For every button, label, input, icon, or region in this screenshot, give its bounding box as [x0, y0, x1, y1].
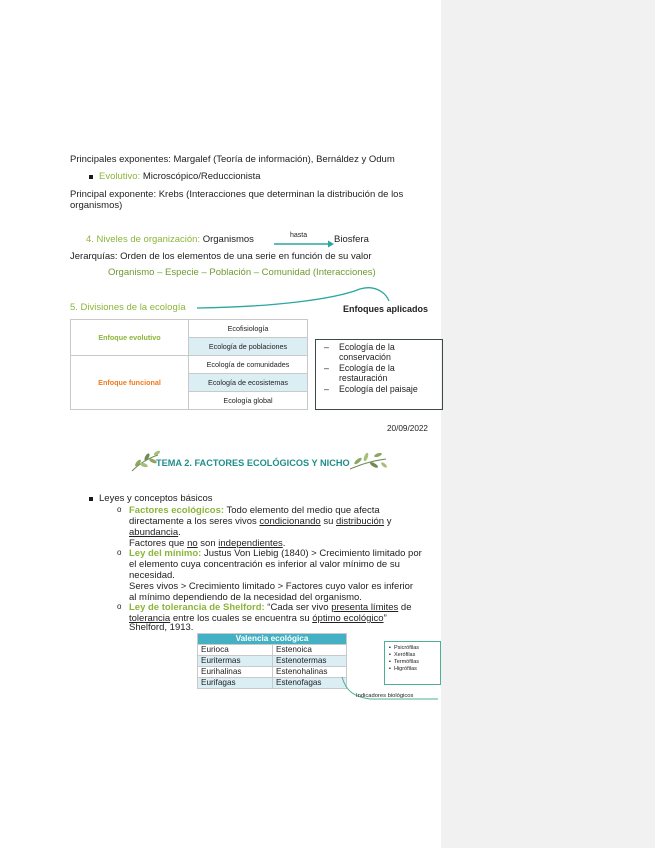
table-header-row [198, 634, 347, 645]
text-span: presenta límites [331, 602, 399, 613]
enfoques-aplicados-box [315, 339, 443, 410]
indicadores-connector [340, 675, 440, 705]
biosfera-label: Biosfera [334, 234, 369, 245]
table-cell: Euritermas [198, 656, 273, 667]
table-cell: Estenotermas [273, 656, 347, 667]
text-span: . [178, 527, 181, 538]
shelford-line-3: Shelford, 1913. [129, 622, 194, 633]
hasta-arrow [272, 238, 336, 248]
table-cell: Estenohalinas [273, 667, 347, 678]
text-span: ” [383, 613, 387, 624]
minimo-line-2: el elemento cuya concentración es inferior al valor mínimo de su [129, 559, 400, 570]
table-row [198, 645, 347, 656]
text-span: “Cada ser vivo [264, 602, 332, 613]
text-span: Todo elemento del medio que afecta [224, 505, 380, 516]
minimo-line-3: necesidad. [129, 570, 175, 581]
aplicado-item-line: conservación [339, 352, 391, 362]
enfoques-aplicados-label: Enfoques aplicados [343, 304, 429, 314]
indicadores-label: Indicadores biológicos [356, 693, 414, 699]
valencia-table [197, 633, 347, 689]
text-span: directamente a los seres vivos [129, 516, 260, 527]
text-span: . [282, 538, 286, 549]
table-cell: Estenofagas [273, 678, 347, 689]
enfoque-evolutivo-cell: Enfoque evolutivo [71, 320, 189, 356]
jerarquias-line: Jerarquías: Orden de los elementos de una serie en función de su valor [70, 251, 372, 262]
list-item: ▪ Xerófilas [389, 652, 416, 658]
niveles-label: 4. Niveles de organización: [86, 234, 201, 245]
niveles-line [86, 234, 254, 246]
table-cell: Estenoica [273, 645, 347, 656]
dash-icon: – [324, 384, 329, 394]
aplicado-item [339, 342, 439, 362]
table-row [198, 656, 347, 667]
table-row [198, 678, 347, 689]
text-span: condicionando [259, 516, 321, 527]
text-span: Factores que [129, 538, 188, 549]
bullet-circle-icon: o [117, 548, 122, 557]
date-label: 20/09/2022 [387, 424, 428, 433]
aplicado-item [339, 384, 418, 394]
list-item: ▪ Psicrófilas [389, 645, 420, 651]
text-span: su [320, 516, 337, 527]
tema-title: TEMA 2. FACTORES ECOLÓGICOS Y NICHO [156, 458, 350, 468]
comments-sidebar [441, 0, 655, 848]
list-item: ▪ Termófilas [389, 659, 420, 665]
list-item-label: Higrófilas [393, 666, 417, 672]
minimo-line-5: al mínimo dependiendo de la necesidad del organismo. [129, 592, 362, 603]
text-span: de [398, 602, 412, 613]
niveles-organismos: Organismos [200, 234, 254, 245]
list-item-label: Xerófilas [393, 652, 416, 658]
aplicado-item-line: Ecología de la [339, 342, 395, 352]
table-cell: Ecología global [189, 392, 308, 410]
leaf-right-icon [348, 449, 390, 475]
aplicado-item [339, 363, 439, 383]
table-cell: Eurihalinas [198, 667, 273, 678]
evolutivo-label: Evolutivo: [99, 171, 141, 182]
shelford-label: Ley de tolerancia de Shelford: [129, 602, 265, 613]
aplicado-item-line: Ecología del paisaje [339, 384, 418, 394]
table-cell: Ecología de poblaciones [189, 338, 308, 356]
indicadores-list [389, 645, 419, 673]
divisiones-heading: 5. Divisiones de la ecología [70, 302, 186, 313]
aplicado-item-line: restauración [339, 373, 388, 383]
text-span: tolerancia [129, 613, 171, 624]
divisiones-table [70, 319, 308, 410]
text-span: y [384, 516, 392, 527]
krebs-line-1: Principal exponente: Krebs (Interacciones que determinan la distribución de los [70, 189, 404, 200]
exponentes-line: Principales exponentes: Margalef (Teoría de información), Bernáldez y Odum [70, 154, 395, 165]
table-cell: Ecofisiología [189, 320, 308, 338]
text-span: independientes [218, 538, 283, 549]
text-span: entre los cuales se encuentra su [170, 613, 313, 624]
text-span: Justus Von Liebig (1840) > Crecimiento limitado por [201, 548, 422, 559]
table-cell: Ecología de ecosistemas [189, 374, 308, 392]
enfoque-funcional-cell: Enfoque funcional [71, 356, 189, 410]
aplicado-item-line: Ecología de la [339, 363, 395, 373]
table-row [71, 320, 308, 338]
krebs-line-2: organismos) [70, 200, 123, 211]
dash-icon: – [324, 363, 329, 373]
evolutivo-line [99, 171, 261, 183]
text-span: distribución [336, 516, 385, 527]
minimo-label: Ley del mínimo: [129, 548, 202, 559]
leyes-bullet: Leyes y conceptos básicos [99, 493, 213, 504]
bullet-square [89, 497, 93, 501]
text-span: son [197, 538, 219, 549]
evolutivo-text: Microscópico/Reduccionista [140, 171, 261, 182]
text-span: óptimo ecológico [312, 613, 384, 624]
table-cell: Eurioca [198, 645, 273, 656]
list-item-label: Psicrófilas [393, 645, 420, 651]
table-row [71, 356, 308, 374]
factores-label: Factores ecológicos: [129, 505, 225, 516]
bullet-circle-icon: o [117, 602, 122, 611]
table-cell: Eurifagas [198, 678, 273, 689]
dash-icon: – [324, 342, 329, 352]
text-span: abundancia [129, 527, 179, 538]
list-item: ▪ Higrófilas [389, 666, 417, 672]
text-span: no [187, 538, 198, 549]
minimo-line-4: Seres vivos > Crecimiento limitado > Factores cuyo valor es inferior [129, 581, 414, 592]
table-cell: Ecología de comunidades [189, 356, 308, 374]
table-row [198, 667, 347, 678]
list-item-label: Termófilas [393, 659, 420, 665]
chain-line: Organismo – Especie – Población – Comunidad (Interacciones) [108, 267, 376, 278]
bullet-circle-icon: o [117, 505, 122, 514]
bullet-square [89, 175, 93, 179]
hasta-label: hasta [290, 232, 308, 239]
valencia-header: Valencia ecológica [198, 634, 347, 645]
